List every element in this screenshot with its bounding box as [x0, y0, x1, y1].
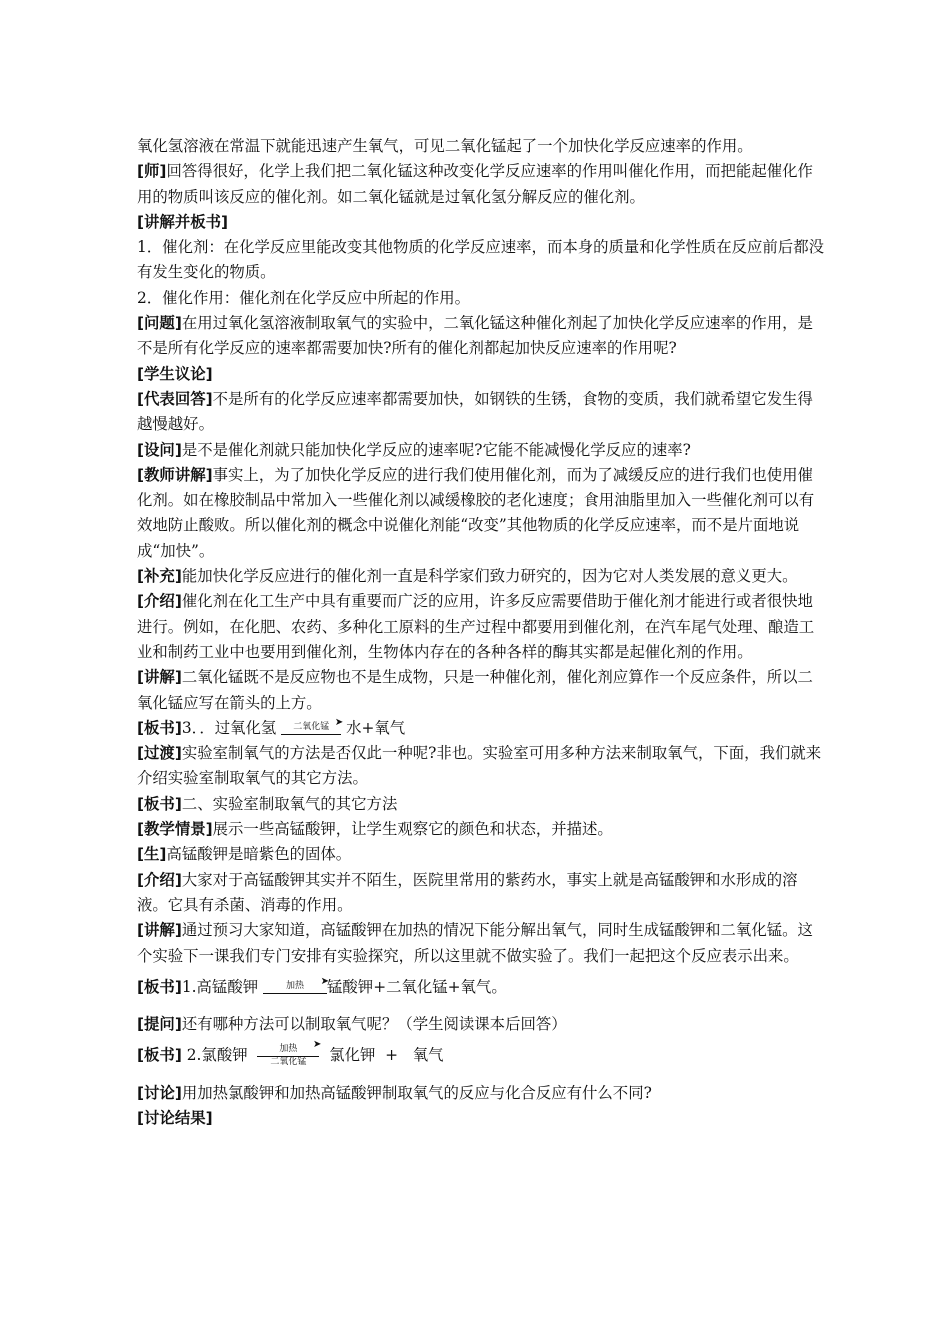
paragraph	[137, 817, 827, 842]
reaction-equation-1	[137, 716, 827, 741]
paragraph	[137, 1081, 827, 1106]
paragraph-text: 能加快化学反应进行的催化剂一直是科学家们致力研究的，因为它对人类发展的意义更大。	[181, 567, 798, 586]
paragraph	[137, 564, 827, 589]
section-tag: [板书]	[137, 718, 182, 737]
reactant: 1.高锰酸钾	[181, 977, 259, 996]
arrow-condition-above: 加热	[286, 981, 305, 992]
paragraph-text: 在用过氧化氢溶液制取氧气的实验中，二氧化锰这种催化剂起了加快化学反应速率的作用，是不是所有化学反应的速率都需要加快?所有的催化剂都起加快反应速率的作用呢?	[137, 314, 813, 358]
section-tag: [板书]	[137, 794, 182, 813]
reaction-equation-3	[137, 1039, 827, 1068]
paragraph	[137, 286, 827, 311]
paragraph	[137, 134, 827, 159]
paragraph-text: 用加热氯酸钾和加热高锰酸钾制取氧气的反应与化合反应有什么不同?	[181, 1083, 652, 1102]
section-tag: [讨论结果]	[137, 1108, 213, 1127]
paragraph-text: 回答得很好，化学上我们把二氧化锰这种改变化学反应速率的作用叫催化作用，而把能起催化作用的物质叫该反应的催化剂。如二氧化锰就是过氧化氢分解反应的催化剂。	[137, 162, 813, 206]
section-tag: [学生议论]	[137, 364, 213, 383]
reactant: 2.氯酸钾	[181, 1046, 248, 1065]
section-tag: [提问]	[137, 1015, 182, 1034]
paragraph-text: 二、实验室制取氧气的其它方法	[181, 794, 398, 813]
paragraph-text: 事实上，为了加快化学反应的进行我们使用催化剂，而为了减缓反应的进行我们也使用催化剂。如在橡胶制品中常加入一些催化剂以减缓橡胶的老化速度；食用油脂里加入一些催化剂可以有效地防止酸败。所以催化剂的概念中说催化剂能“改变”其他物质的化学反应速率，而不是片面地说成“加快”。	[137, 465, 815, 560]
paragraph	[137, 463, 827, 564]
paragraph	[137, 311, 827, 362]
section-tag: [教学情景]	[137, 820, 213, 839]
paragraph	[137, 387, 827, 438]
section-tag: [师]	[137, 162, 167, 181]
reaction-arrow: 加热 ➤ 二氧化锰	[257, 1044, 319, 1068]
paragraph	[137, 1106, 827, 1131]
section-tag: [问题]	[137, 314, 182, 333]
reaction-arrow: 加热 ➤	[263, 981, 327, 994]
paragraph	[137, 1012, 827, 1037]
paragraph	[137, 842, 827, 867]
paragraph	[137, 665, 827, 716]
section-tag: [代表回答]	[137, 389, 213, 408]
arrow-condition-above: 二氧化锰	[293, 722, 330, 733]
paragraph-text: 2．催化作用：催化剂在化学反应中所起的作用。	[137, 288, 470, 307]
section-tag: [板书]	[137, 977, 182, 996]
section-tag: [讲解]	[137, 668, 182, 687]
section-tag: [教师讲解]	[137, 465, 213, 484]
section-tag: [介绍]	[137, 870, 182, 889]
reaction-equation-2	[137, 975, 827, 1000]
section-tag: [讲解]	[137, 921, 182, 940]
section-tag: [生]	[137, 845, 167, 864]
section-tag: [设问]	[137, 440, 182, 459]
document-page	[137, 134, 827, 1131]
products: 锰酸钾+二氧化锰+氧气。	[327, 977, 507, 996]
section-tag: [过渡]	[137, 744, 182, 763]
paragraph	[137, 159, 827, 210]
paragraph-text: 展示一些高锰酸钾，让学生观察它的颜色和状态，并描述。	[212, 820, 613, 839]
paragraph-text: 大家对于高锰酸钾其实并不陌生，医院里常用的紫药水，事实上就是高锰酸钾和水形成的溶液。它具有杀菌、消毒的作用。	[137, 870, 798, 914]
paragraph-text: 不是所有的化学反应速率都需要加快，如钢铁的生锈，食物的变质，我们就希望它发生得越慢越好。	[137, 389, 813, 434]
section-tag: [板书]	[137, 1046, 182, 1065]
reactant: 3．．过氧化氢	[181, 718, 277, 737]
paragraph-text: 氧化氢溶液在常温下就能迅速产生氧气，可见二氧化锰起了一个加快化学反应速率的作用。	[137, 137, 753, 155]
paragraph-text: 高锰酸钾是暗紫色的固体。	[166, 845, 352, 864]
paragraph	[137, 918, 827, 969]
reaction-arrow: 二氧化锰 ➤	[281, 722, 341, 735]
products: 氯化钾 + 氧气	[329, 1046, 444, 1065]
paragraph	[137, 792, 827, 817]
paragraph-text: 还有哪种方法可以制取氧气呢？（学生阅读课本后回答）	[181, 1015, 567, 1034]
paragraph	[137, 868, 827, 919]
paragraph	[137, 210, 827, 235]
paragraph	[137, 438, 827, 463]
section-tag: [补充]	[137, 567, 182, 586]
paragraph-text: 催化剂在化工生产中具有重要而广泛的应用，许多反应需要借助于催化剂才能进行或者很快地进行。例如，在化肥、农药、多种化工原料的生产过程中都要用到催化剂，在汽车尾气处理、酿造工业和制药工业中也要用到催化剂，生物体内存在的各种各样的酶其实都是起催化剂的作用。	[137, 592, 815, 661]
section-tag: [讨论]	[137, 1083, 182, 1102]
arrow-condition-below: 二氧化锰	[270, 1057, 307, 1068]
paragraph-text: 二氧化锰既不是反应物也不是生成物，只是一种催化剂，催化剂应算作一个反应条件，所以二氧化锰应写在箭头的上方。	[137, 668, 813, 712]
paragraph-text: 是不是催化剂就只能加快化学反应的速率呢?它能不能减慢化学反应的速率?	[181, 440, 691, 459]
paragraph	[137, 741, 827, 792]
paragraph	[137, 589, 827, 665]
paragraph-text: 实验室制氧气的方法是否仅此一种呢?非也。实验室可用多种方法来制取氧气，下面，我们就来介绍实验室制取氧气的其它方法。	[137, 744, 822, 788]
paragraph-text: 1．催化剂：在化学反应里能改变其他物质的化学反应速率，而本身的质量和化学性质在反应前后都没有发生变化的物质。	[137, 238, 824, 282]
paragraph	[137, 362, 827, 387]
paragraph-text: 通过预习大家知道，高锰酸钾在加热的情况下能分解出氧气，同时生成锰酸钾和二氧化锰。这个实验下一课我们专门安排有实验探究，所以这里就不做实验了。我们一起把这个反应表示出来。	[137, 921, 813, 965]
products: 水+氧气	[346, 718, 406, 737]
paragraph	[137, 235, 827, 286]
arrow-condition-above: 加热	[279, 1044, 298, 1055]
section-tag: [介绍]	[137, 592, 182, 611]
section-tag: [讲解并板书]	[137, 212, 229, 231]
